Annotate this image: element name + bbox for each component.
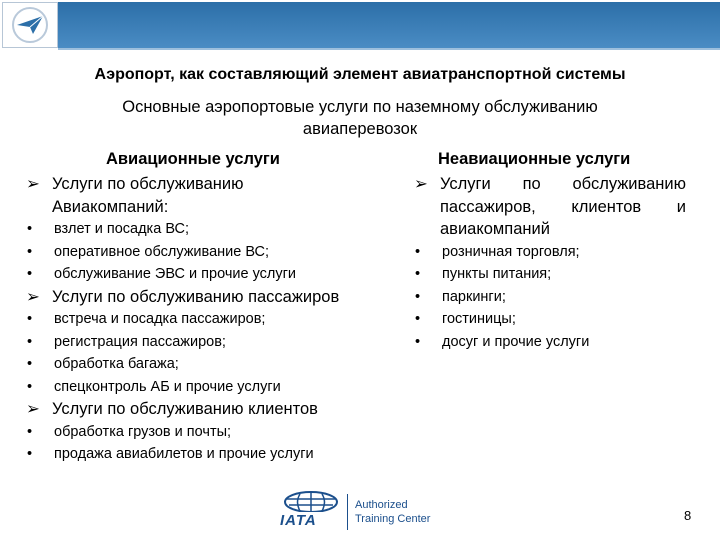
arrow-bullet-icon: ➢ <box>26 287 40 306</box>
list-item: • обработка багажа; <box>26 353 339 376</box>
list-item: ➢ Услуги по обслуживанию пассажиров <box>26 286 339 309</box>
list-item: • спецконтроль АБ и прочие услуги <box>26 376 339 399</box>
list-item-continuation: Авиакомпаний: <box>52 197 169 216</box>
bullet-icon: • <box>27 243 33 260</box>
list-item: • паркинги; <box>414 286 686 309</box>
list-item: ➢ Услуги по обслуживанию <box>26 173 339 196</box>
paper-plane-icon <box>3 3 57 47</box>
list-item: • регистрация пассажиров; <box>26 331 339 354</box>
arrow-bullet-icon: ➢ <box>414 175 428 193</box>
bullet-icon: • <box>27 311 33 327</box>
list-item: • пункты питания; <box>414 263 686 286</box>
bullet-icon: • <box>415 333 421 350</box>
list-item: • оперативное обслуживание ВС; <box>26 241 339 264</box>
subtitle-line: авиаперевозок <box>302 120 418 138</box>
header-divider <box>58 48 720 50</box>
aviation-services-list <box>26 173 339 466</box>
list-item: • гостиницы; <box>414 308 686 331</box>
subtitle-line: Основные аэропортовые услуги по наземному обслуживанию <box>122 98 598 116</box>
list-item: ➢ Услуги по обслуживанию <box>414 173 686 196</box>
bullet-icon: • <box>27 221 33 237</box>
list-item: ➢ Услуги по обслуживанию клиентов <box>26 398 339 421</box>
slide-subtitle <box>60 96 660 140</box>
list-item: • обслуживание ЭВС и прочие услуги <box>26 263 339 286</box>
list-item-continuation: пассажиров, клиентов и <box>440 197 686 216</box>
authorized-training-center: Authorized Training Center <box>355 499 431 525</box>
bullet-icon: • <box>27 446 33 462</box>
globe-icon <box>278 486 344 512</box>
logo <box>2 2 58 48</box>
iata-brand: IATA <box>280 512 317 529</box>
page-number: 8 <box>684 508 692 523</box>
aviation-services-heading: Авиационные услуги <box>106 150 280 168</box>
header-band <box>58 2 720 48</box>
bullet-icon: • <box>27 356 33 372</box>
bullet-icon: • <box>415 266 421 282</box>
iata-divider <box>347 494 348 530</box>
bullet-icon: • <box>27 333 33 350</box>
list-item: • обработка грузов и почты; <box>26 421 339 444</box>
list-item: • розничная торговля; <box>414 241 686 264</box>
bullet-icon: • <box>415 243 421 260</box>
list-item-continuation: авиакомпаний <box>440 220 550 238</box>
arrow-bullet-icon: ➢ <box>26 400 40 418</box>
non-aviation-services-list <box>414 173 686 353</box>
arrow-bullet-icon: ➢ <box>26 175 40 193</box>
slide-title: Аэропорт, как составляющий элемент авиатранспортной системы <box>94 66 626 83</box>
bullet-icon: • <box>415 311 421 327</box>
list-item: • досуг и прочие услуги <box>414 331 686 354</box>
list-item: • взлет и посадка ВС; <box>26 218 339 241</box>
bullet-icon: • <box>27 423 33 440</box>
non-aviation-services-heading: Неавиационные услуги <box>438 150 631 168</box>
bullet-icon: • <box>415 288 421 305</box>
list-item: • продажа авиабилетов и прочие услуги <box>26 443 339 466</box>
bullet-icon: • <box>27 378 33 395</box>
bullet-icon: • <box>27 266 33 282</box>
iata-logo <box>278 486 438 534</box>
list-item: • встреча и посадка пассажиров; <box>26 308 339 331</box>
